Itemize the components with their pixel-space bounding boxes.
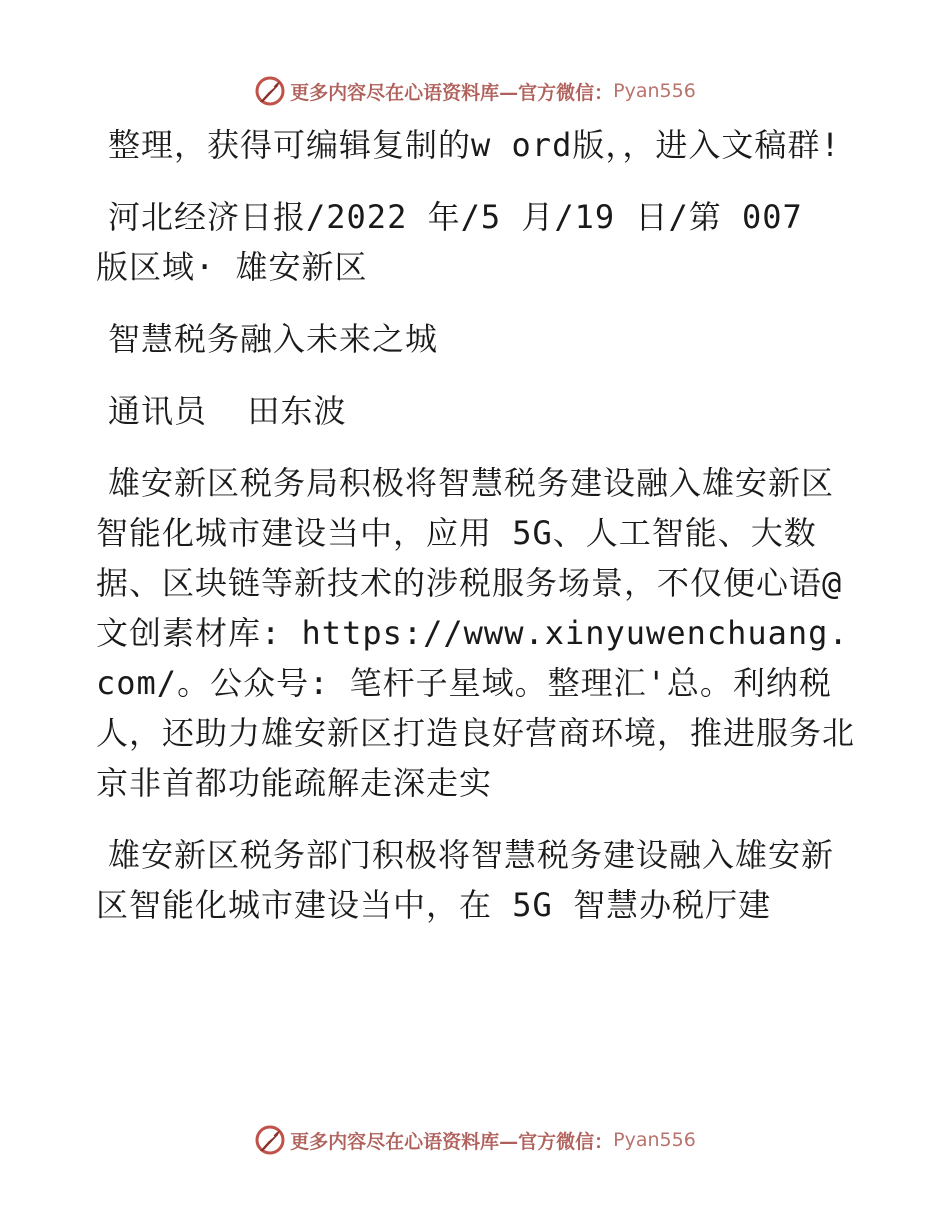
watermark-text: 更多内容尽在心语资料库—官方微信： [290, 81, 614, 104]
watermark-handle: Pyan556 [613, 1129, 696, 1151]
article-byline: 通讯员 田东波 [108, 392, 347, 430]
header-watermark [0, 71, 950, 111]
watermark-handle: Pyan556 [613, 80, 696, 102]
watermark-text: 更多内容尽在心语资料库—官方微信： [290, 1130, 614, 1153]
paragraph-source: 河北经济日报/2022 年/5 月/19 日/第 007 版区域· 雄安新区 [96, 198, 824, 286]
article-title: 智慧税务融入未来之城 [108, 320, 439, 358]
paragraph-body-2: 雄安新区税务部门积极将智慧税务建设融入雄安新区智能化城市建设当中，在 5G 智慧办税厅建 [96, 836, 835, 924]
quill-logo-icon [254, 1124, 286, 1156]
paragraph-body-1: 雄安新区税务局积极将智慧税务建设融入雄安新区智能化城市建设当中，应用 5G、人工智能、大数据、区块链等新技术的涉税服务场景，不仅便心语@文创素材库: https://www.xinyuwenchuang.com/。公众号: 笔杆子星域。整理汇'总。利纳税人，还助力雄安新区打造良好营商环境，推进服务北京非首都功能疏解走深走实 [96, 464, 856, 802]
document-body [96, 120, 856, 930]
quill-logo-icon [254, 75, 286, 107]
paragraph-intro: 整理，获得可编辑复制的w ord版，，进入文稿群! [108, 126, 841, 164]
footer-watermark [0, 1120, 950, 1160]
